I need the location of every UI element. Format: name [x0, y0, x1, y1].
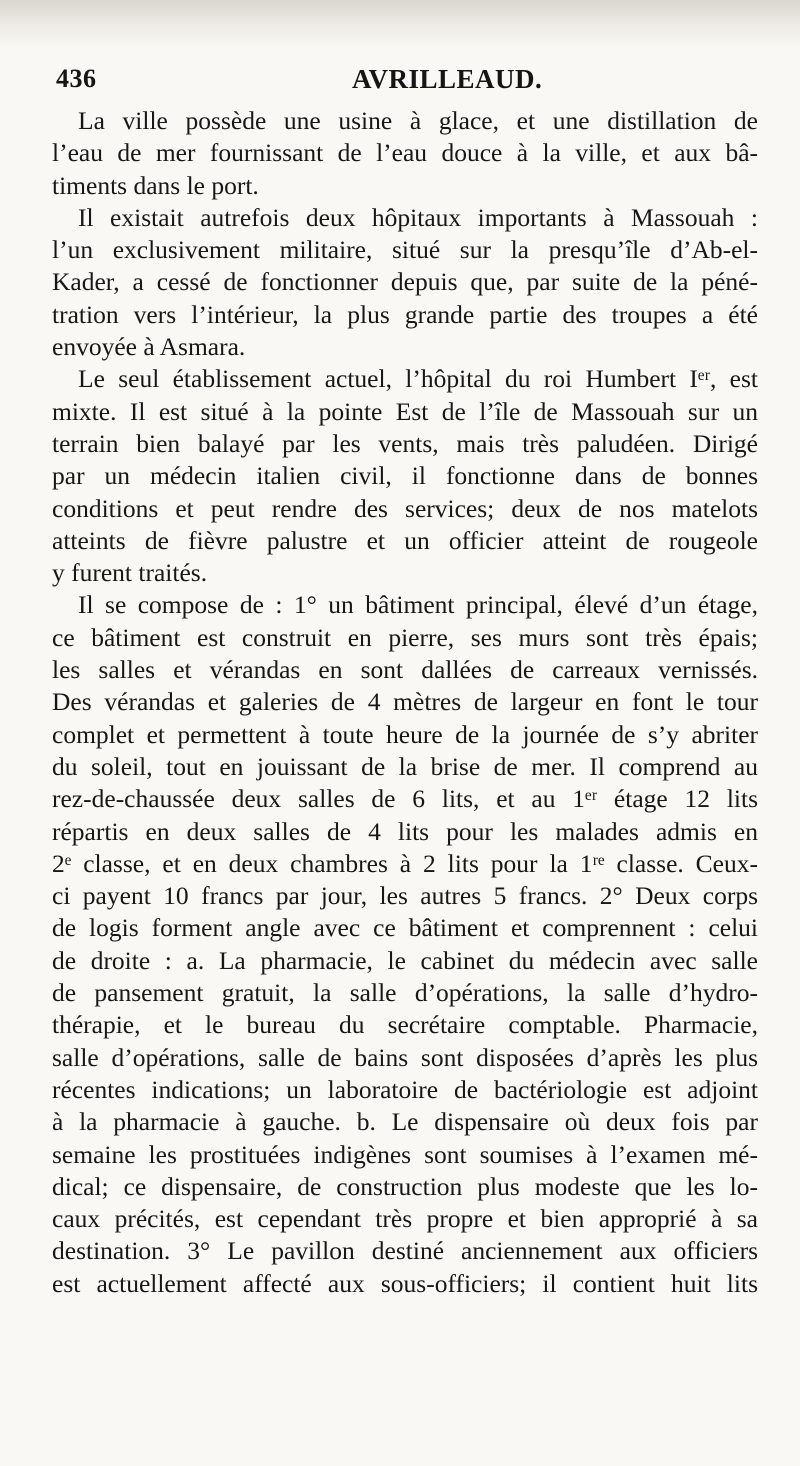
text-line: ce bâtiment est construit en pierre, ses murs sont très épais; [52, 622, 758, 652]
text-line: est actuellement affecté aux sous-officiers; il contient huit lits [52, 1268, 758, 1298]
text-line: semaine les prostituées indigènes sont soumises à l’examen mé- [52, 1139, 758, 1169]
text-line: à la pharmacie à gauche. b. Le dispensaire où deux fois par [52, 1107, 758, 1137]
running-head: AVRILLEAUD. [352, 64, 543, 94]
text-line: mixte. Il est situé à la pointe Est de l’île de Massouah sur un [52, 396, 758, 426]
page-number: 436 [56, 64, 97, 93]
text-line: rez-de-chaussée deux salles de 6 lits, et au 1ᵉʳ étage 12 lits [52, 784, 758, 814]
text-line: 2ᵉ classe, et en deux chambres à 2 lits pour la 1ʳᵉ classe. Ceux- [52, 848, 758, 878]
text-line: ci payent 10 francs par jour, les autres 5 francs. 2° Deux corps [52, 881, 758, 911]
text-line: récentes indications; un laboratoire de bactériologie est adjoint [52, 1074, 758, 1104]
text-line: salle d’opérations, salle de bains sont disposées d’après les plus [52, 1042, 758, 1072]
text-line: de droite : a. La pharmacie, le cabinet du médecin avec salle [52, 945, 758, 975]
text-line: du soleil, tout en jouissant de la brise de mer. Il comprend au [52, 751, 758, 781]
text-line: de pansement gratuit, la salle d’opérations, la salle d’hydro- [52, 978, 758, 1008]
text-line: atteints de fièvre palustre et un officier atteint de rougeole [52, 525, 758, 555]
text-line: envoyée à Asmara. [52, 332, 246, 362]
text-line: l’eau de mer fournissant de l’eau douce à la ville, et aux bâ- [52, 138, 758, 168]
page-header [52, 62, 756, 102]
text-line: La ville possède une usine à glace, et une distillation de [78, 106, 758, 135]
text-line: par un médecin italien civil, il fonctionne dans de bonnes [52, 461, 758, 491]
text-line: y furent traités. [52, 558, 208, 588]
text-line: terrain bien balayé par les vents, mais très paludéen. Dirigé [52, 428, 758, 458]
text-line: répartis en deux salles de 4 lits pour les malades admis en [52, 816, 758, 846]
text-line: tration vers l’intérieur, la plus grande partie des troupes a été [52, 299, 758, 329]
text-line: Kader, a cessé de fonctionner depuis que, par suite de la péné- [52, 267, 758, 297]
text-line: thérapie, et le bureau du secrétaire comptable. Pharmacie, [52, 1010, 758, 1040]
text-line: Des vérandas et galeries de 4 mètres de largeur en font le tour [52, 687, 758, 717]
text-line: les salles et vérandas en sont dallées de carreaux vernissés. [52, 655, 758, 685]
scan-top-shadow [0, 0, 800, 48]
text-line: conditions et peut rendre des services; deux de nos matelots [52, 493, 758, 523]
text-line: Le seul établissement actuel, l’hôpital du roi Humbert Iᵉʳ, est [78, 364, 758, 394]
text-line: complet et permettent à toute heure de la journée de s’y abriter [52, 719, 758, 749]
text-line: Il existait autrefois deux hôpitaux importants à Massouah : [78, 202, 758, 232]
text-line: Il se compose de : 1° un bâtiment principal, élevé d’un étage, [78, 590, 758, 620]
text-line: de logis forment angle avec ce bâtiment et comprennent : celui [52, 913, 758, 943]
body-text [52, 105, 758, 1300]
text-line: dical; ce dispensaire, de construction plus modeste que les lo- [52, 1171, 758, 1201]
text-line: timents dans le port. [52, 170, 259, 200]
text-line: l’un exclusivement militaire, situé sur la presqu’île d’Ab-el- [52, 235, 758, 265]
text-line: caux précités, est cependant très propre et bien approprié à sa [52, 1204, 758, 1234]
text-line: destination. 3° Le pavillon destiné anciennement aux officiers [52, 1236, 758, 1266]
